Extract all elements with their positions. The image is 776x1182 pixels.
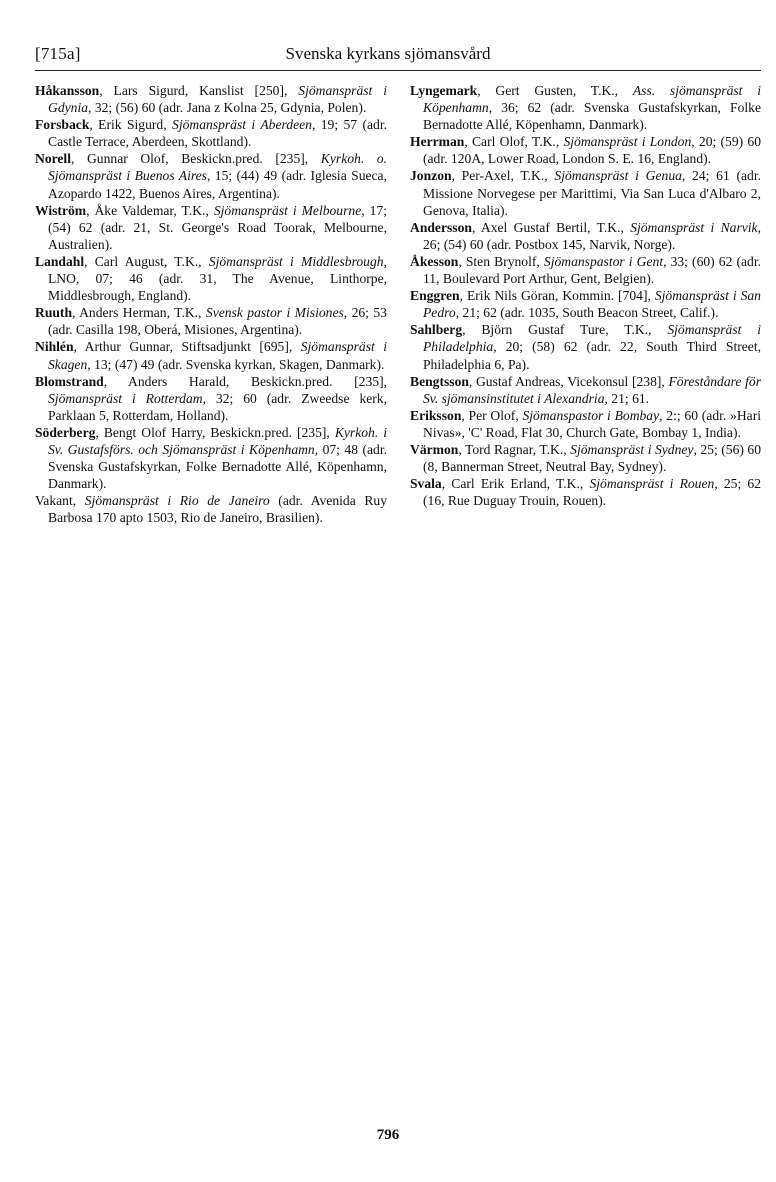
- entry-details: , Björn Gustaf Ture, T.K.,: [462, 322, 668, 338]
- entry-details: , 20; (59) 60 (adr. 120A, Lower Road, London S. E. 16, England).: [423, 134, 761, 167]
- directory-entry: [35, 492, 387, 526]
- entry-position: Sjömanspräst i Skagen: [48, 339, 388, 372]
- entry-details: , Per-Axel, T.K.,: [451, 168, 555, 184]
- entry-details: (adr. Avenida Ruy Barbosa 170 apto 1503, Rio de Janeiro, Brasilien).: [48, 493, 387, 526]
- entry-position: Sjömanspräst i Rio de Janeiro: [84, 493, 270, 509]
- entry-details: , Gunnar Olof, Beskickn.pred. [235],: [71, 151, 321, 167]
- entry-details: , 26; 53 (adr. Casilla 198, Oberá, Misiones, Argentina).: [48, 305, 387, 338]
- entry-position: Sjömanspräst i Rotterdam: [48, 390, 203, 406]
- entry-details: , 32; (56) 60 (adr. Jana z Kolna 25, Gdynia, Polen).: [88, 100, 367, 116]
- entry-details: , 15; (44) 49 (adr. Iglesia Sueca, Azopardo 1422, Buenos Aires, Argentina).: [48, 168, 387, 201]
- entry-position: Sjömanspräst i Rouen: [589, 476, 715, 492]
- entry-details: , Carl Erik Erland, T.K.,: [441, 476, 590, 492]
- directory-entry: [35, 373, 387, 424]
- entry-position: Sjömanspräst i Philadelphia: [423, 322, 762, 355]
- entry-details: , 32; 60 (adr. Zweedse kerk, Parklaan 5, Rotterdam, Holland).: [48, 390, 388, 423]
- entry-details: , 20; (58) 62 (adr. 22, South Third Street, Philadelphia 6, Pa).: [423, 339, 761, 372]
- entry-surname: Nihlén: [35, 339, 74, 355]
- directory-entry: [410, 475, 761, 509]
- entry-surname: Enggren: [410, 288, 460, 304]
- entry-details: , Sten Brynolf,: [458, 253, 544, 269]
- page-title: Svenska kyrkans sjömansvård: [285, 44, 491, 63]
- entry-surname: Andersson: [410, 219, 472, 235]
- entry-surname: Ruuth: [35, 305, 73, 321]
- entry-details: , Gustaf Andreas, Vicekonsul [238],: [468, 373, 669, 389]
- entry-surname: Svala: [410, 476, 442, 492]
- entry-surname: Värmon: [410, 441, 459, 457]
- entry-surname: Söderberg: [35, 424, 96, 440]
- directory-entry: [35, 304, 387, 338]
- entry-surname: Norell: [35, 151, 71, 167]
- entry-details: , Erik Sigurd,: [89, 117, 173, 133]
- entry-surname: Åkesson: [410, 253, 459, 269]
- left-column: [35, 82, 387, 526]
- entry-position: Föreståndare för Sv. sjömansinstitutet i Alexandria: [423, 373, 761, 406]
- header-divider: [35, 70, 761, 71]
- entry-details: , 36; 62 (adr. Svenska Gustafskyrkan, Folke Bernadotte Allé, Köpenhamn, Danmark).: [423, 100, 761, 133]
- directory-entry: [35, 338, 387, 372]
- entry-details: , 24; 61 (adr. Missione Norvegese per Marittimi, Via San Luca d'Albaro 2, Genova, Italia).: [423, 168, 762, 218]
- entry-surname: Lyngemark: [410, 83, 478, 98]
- entry-position: Sjömanspräst i San Pedro: [423, 288, 761, 321]
- directory-entry: [410, 407, 761, 441]
- entry-surname: Eriksson: [410, 407, 462, 423]
- entry-details: , Anders Harald, Beskickn.pred. [235],: [103, 373, 387, 389]
- directory-entry: [35, 424, 387, 492]
- entry-position: Ass. sjömanspräst i Köpenhamn: [423, 83, 761, 116]
- entry-details: , Bengt Olof Harry, Beskickn.pred. [235],: [95, 424, 335, 440]
- entry-details: , Lars Sigurd, Kanslist [250],: [99, 83, 299, 98]
- page-number: 796: [376, 1127, 400, 1143]
- entry-details: , 19; 57 (adr. Castle Terrace, Aberdeen, Skottland).: [48, 117, 388, 150]
- directory-entry: [410, 321, 761, 372]
- entry-surname: Sahlberg: [410, 322, 463, 338]
- entry-position: Sjömanspräst i Gdynia: [48, 83, 387, 116]
- entry-surname: Blomstrand: [35, 373, 104, 389]
- entry-surname: Bengtsson: [410, 373, 469, 389]
- entry-position: Svensk pastor i Misiones: [205, 305, 344, 321]
- entry-surname: Jonzon: [410, 168, 452, 184]
- entry-details: , 25; 62 (16, Rue Duguay Trouin, Rouen).: [423, 476, 761, 509]
- entry-details: , 2:; 60 (adr. »Hari Nivas», 'C' Road, Flat 30, Church Gate, Bombay 1, India).: [423, 407, 761, 440]
- entry-position: Sjömanspräst i Middlesbrough: [208, 253, 384, 269]
- entry-details: , 33; (60) 62 (adr. 11, Boulevard Port Arthur, Gent, Belgien).: [423, 253, 761, 287]
- entry-position: Sjömanspräst i London: [563, 134, 692, 150]
- entry-details: , Anders Herman, T.K.,: [72, 305, 206, 321]
- entry-details: , 07; 48 (adr. Svenska Gustafskyrkan, Folke Bernadotte Allé, Köpenhamn, Danmark).: [48, 441, 388, 492]
- entry-details: Vakant,: [35, 493, 85, 509]
- entry-position: Sjömanspräst i Narvik: [630, 219, 758, 235]
- entry-position: Sjömanspräst i Sydney: [570, 441, 694, 457]
- entry-details: , Carl August, T.K.,: [84, 253, 209, 269]
- entry-details: , Åke Valdemar, T.K.,: [86, 202, 214, 218]
- directory-entry: [410, 167, 761, 218]
- entry-position: Kyrkoh. o. Sjömanspräst i Buenos Aires: [48, 151, 387, 184]
- entry-details: , Tord Ragnar, T.K.,: [458, 441, 571, 457]
- right-column: [410, 82, 761, 509]
- directory-entry: [35, 253, 387, 304]
- entry-surname: Håkansson: [35, 83, 100, 98]
- directory-entry: [410, 219, 761, 253]
- entry-details: , Axel Gustaf Bertil, T.K.,: [471, 219, 631, 235]
- directory-entry: [410, 441, 761, 475]
- entry-position: Sjömanspastor i Bombay: [522, 407, 660, 423]
- entry-details: , Arthur Gunnar, Stiftsadjunkt [695],: [73, 339, 301, 355]
- directory-entry: [410, 253, 761, 287]
- entry-position: Sjömanspräst i Melbourne: [213, 202, 362, 218]
- entry-details: , 17; (54) 62 (adr. 21, St. George's Road Toorak, Melbourne, Australien).: [48, 202, 387, 252]
- entry-surname: Herrman: [410, 134, 465, 150]
- directory-entry: [35, 116, 387, 150]
- entry-position: Sjömanspräst i Genua: [554, 168, 682, 184]
- entry-details: , LNO, 07; 46 (adr. 31, The Avenue, Linthorpe, Middlesbrough, England).: [48, 253, 387, 304]
- entry-position: Kyrkoh. i Sv. Gustafsförs. och Sjömanspräst i Köpenhamn: [48, 424, 388, 457]
- directory-entry: [35, 82, 387, 116]
- directory-entry: [410, 133, 761, 167]
- directory-entry: [410, 82, 761, 133]
- entry-details: , Carl Olof, T.K.,: [464, 134, 564, 150]
- entry-surname: Wiström: [35, 202, 87, 218]
- directory-entry: [35, 202, 387, 253]
- entry-details: , 13; (47) 49 (adr. Svenska kyrkan, Skagen, Danmark).: [87, 356, 385, 372]
- entry-position: Sjömanspräst i Aberdeen: [172, 117, 312, 133]
- entry-position: Sjömanspastor i Gent: [543, 253, 664, 269]
- entry-details: , 21; 62 (adr. 1035, South Beacon Street, Calif.).: [455, 305, 719, 321]
- entry-details: , 26; (54) 60 (adr. Postbox 145, Narvik, Norge).: [423, 219, 761, 252]
- directory-entry: [410, 373, 761, 407]
- entry-surname: Forsback: [35, 117, 90, 133]
- directory-entry: [410, 287, 761, 321]
- entry-details: , Gert Gusten, T.K.,: [477, 83, 633, 98]
- entry-details: , 25; (56) 60 (8, Bannerman Street, Neutral Bay, Sydney).: [423, 441, 762, 475]
- entry-details: , Erik Nils Göran, Kommin. [704],: [459, 288, 655, 304]
- directory-entry: [35, 150, 387, 201]
- entry-details: , Per Olof,: [461, 407, 523, 423]
- entry-details: , 21; 61.: [604, 390, 650, 406]
- entry-surname: Landahl: [35, 253, 85, 269]
- section-reference: [715a]: [35, 44, 81, 63]
